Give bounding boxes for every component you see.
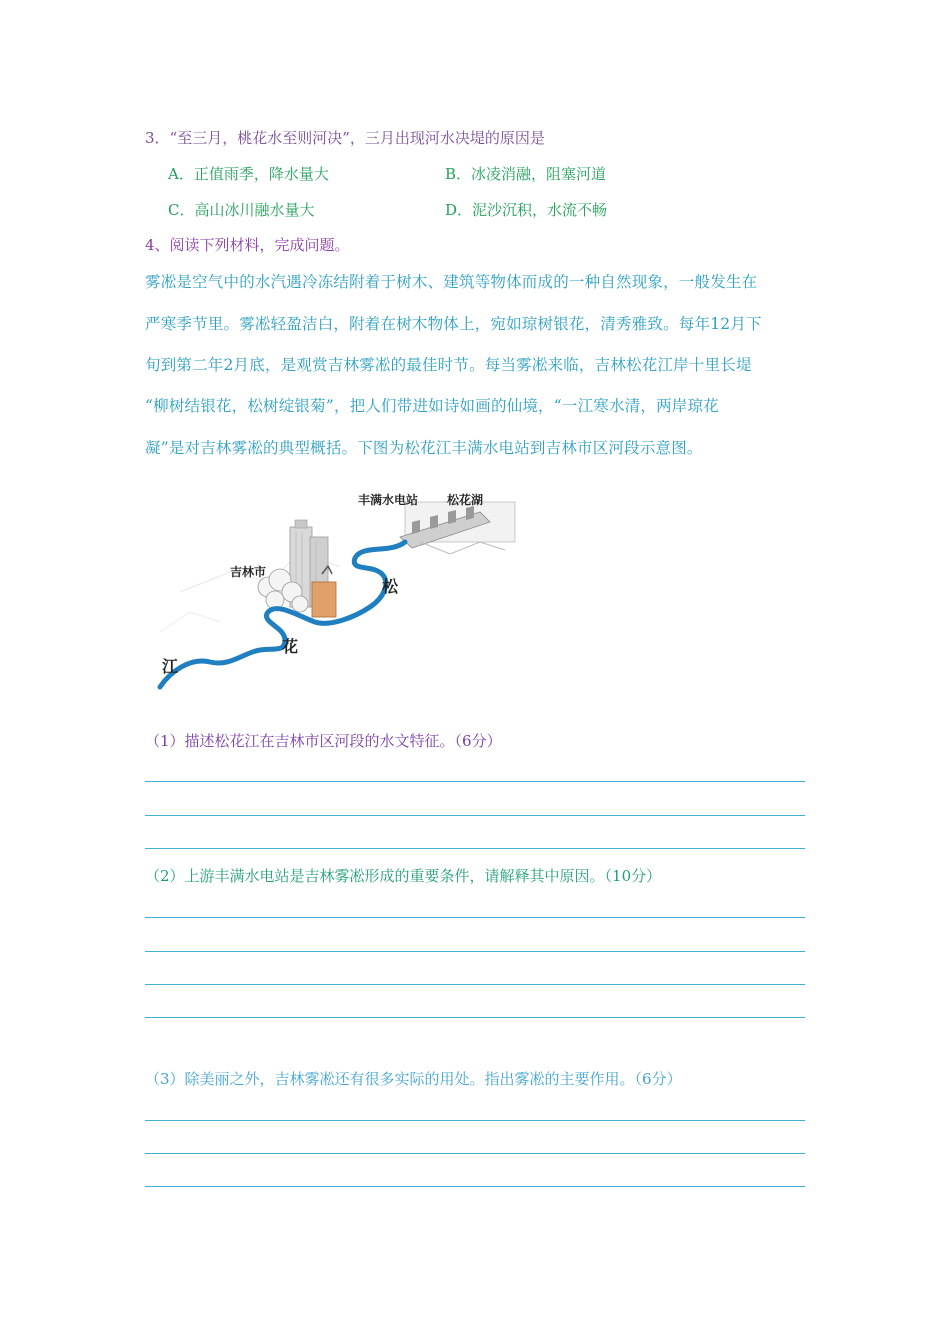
material-line: 严寒季节里。雾凇轻盈洁白，附着在树木物体上，宛如琼树银花，清秀雅致。每年12月下	[145, 315, 762, 333]
answer-line[interactable]	[145, 848, 805, 849]
answer-line[interactable]	[145, 917, 805, 918]
dam-illustration	[400, 502, 515, 554]
river-map	[150, 482, 530, 692]
answer-line[interactable]	[145, 951, 805, 952]
material-line: 雾凇是空气中的水汽遇冷冻结附着于树木、建筑等物体而成的一种自然现象，一般发生在	[145, 273, 758, 291]
station-label: 丰满水电站	[358, 493, 419, 507]
sub-question-2: （2）上游丰满水电站是吉林雾凇形成的重要条件，请解释其中原因。（10分）	[145, 867, 662, 885]
sub-question-1: （1）描述松花江在吉林市区河段的水文特征。（6分）	[145, 732, 502, 750]
river-char-song: 松	[382, 577, 399, 596]
q3-option-a: A．正值雨季，降水量大	[168, 165, 329, 183]
sub-question-3: （3）除美丽之外，吉林雾凇还有很多实际的用处。指出雾凇的主要作用。（6分）	[145, 1070, 682, 1088]
answer-line[interactable]	[145, 1153, 805, 1154]
q4-title: 4、阅读下列材料，完成问题。	[145, 236, 350, 254]
answer-line[interactable]	[145, 1017, 805, 1018]
material-line: 凝”是对吉林雾凇的典型概括。下图为松花江丰满水电站到吉林市区河段示意图。	[145, 439, 703, 457]
answer-line[interactable]	[145, 1186, 805, 1187]
material-line: “柳树结银花，松树绽银菊”，把人们带进如诗如画的仙境，“一江寒水清，两岸琼花	[145, 397, 719, 415]
lake-label: 松花湖	[447, 493, 484, 507]
answer-line[interactable]	[145, 781, 805, 782]
answer-line[interactable]	[145, 815, 805, 816]
river-char-hua: 花	[282, 637, 299, 656]
q3-option-c: C．高山冰川融水量大	[168, 201, 315, 219]
q3-stem: 3．“至三月，桃花水至则河决”，三月出现河水决堤的原因是	[145, 129, 545, 147]
answer-line[interactable]	[145, 1120, 805, 1121]
answer-line[interactable]	[145, 984, 805, 985]
city-label: 吉林市	[230, 565, 267, 579]
q3-option-d: D．泥沙沉积，水流不畅	[445, 201, 608, 219]
material-line: 旬到第二年2月底，是观赏吉林雾凇的最佳时节。每当雾凇来临，吉林松花江岸十里长堤	[145, 356, 752, 374]
river-char-jiang: 江	[162, 657, 179, 676]
q3-option-b: B．冰凌消融，阻塞河道	[445, 165, 607, 183]
